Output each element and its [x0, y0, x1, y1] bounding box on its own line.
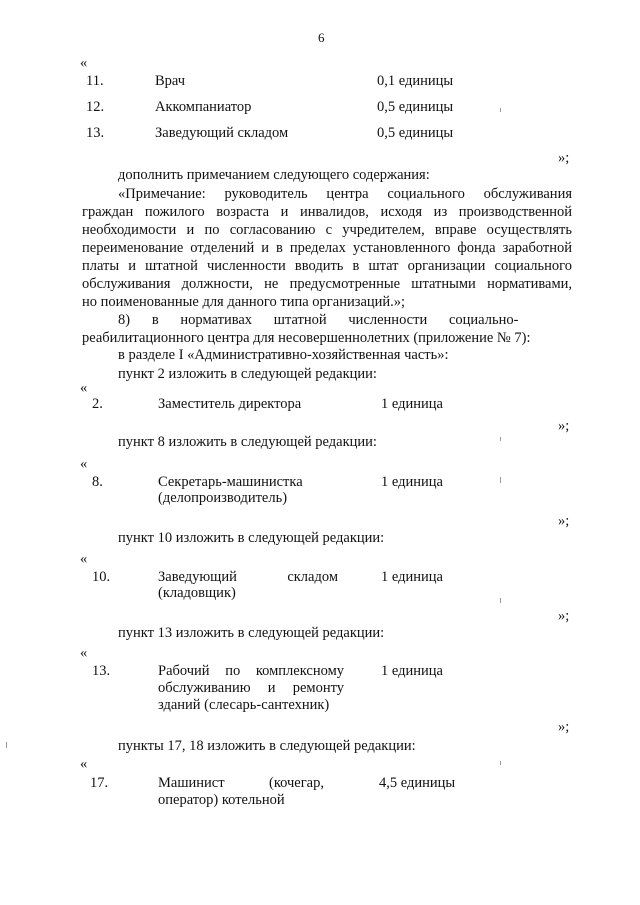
close-quote: »; [558, 418, 570, 434]
open-quote: « [80, 551, 88, 567]
note-line: «Примечание: руководитель центра социального обслуживания [118, 186, 572, 202]
block-num: 8. [92, 474, 103, 490]
table-row-num: 12. [86, 99, 105, 115]
note-line: необходимости и по согласованию с учредителем, вправе осуществлять [82, 222, 572, 238]
item-8-paragraph [82, 311, 572, 347]
table-row-value: 0,5 единицы [377, 99, 454, 115]
open-quote: « [80, 380, 88, 396]
block-num: 2. [92, 396, 103, 412]
block-name-line: Заведующий складом [158, 569, 338, 585]
open-quote: « [80, 456, 88, 472]
scan-speck [500, 108, 501, 112]
table-row-name: Врач [155, 73, 186, 89]
block-intro: пункт 13 изложить в следующей редакции: [118, 625, 385, 641]
block-name-line: зданий (слесарь-сантехник) [158, 697, 330, 713]
scan-speck [500, 437, 501, 441]
block-intro: пункты 17, 18 изложить в следующей редакции: [118, 738, 416, 754]
section-intro: в разделе I «Административно-хозяйственная часть»: [118, 347, 449, 363]
block-value: 4,5 единицы [379, 775, 456, 791]
block-name-line: (кладовщик) [158, 585, 236, 601]
block-name-line: Рабочий по комплексному [158, 663, 344, 679]
scan-speck [500, 477, 501, 483]
block-value: 1 единица [381, 663, 443, 679]
block-num: 13. [92, 663, 111, 679]
block-intro: пункт 10 изложить в следующей редакции: [118, 530, 385, 546]
addition-intro: дополнить примечанием следующего содержания: [118, 167, 430, 183]
item-8-line: реабилитационного центра для несовершеннолетних (приложение № 7): [82, 330, 531, 346]
note-line: платы и штатной численности вводить в штат организации социального [82, 258, 572, 274]
note-line: но поименованные для данного типа организаций.»; [82, 294, 406, 310]
block-name-line: (делопроизводитель) [158, 490, 288, 506]
block-value: 1 единица [381, 569, 443, 585]
table-row-num: 11. [86, 73, 104, 89]
note-line: переименование отделений и в пределах установленного фонда заработной [82, 240, 572, 256]
note-paragraph [82, 185, 572, 311]
block-value: 1 единица [381, 396, 443, 412]
close-quote: »; [558, 150, 570, 166]
page-number: 6 [318, 30, 325, 45]
table-row-name: Заведующий складом [155, 125, 289, 141]
scan-speck [500, 598, 501, 603]
table-row-name: Аккомпаниатор [155, 99, 252, 115]
note-line: обслуживания должности, не предусмотренные штатными нормативами, [82, 276, 572, 292]
block-name-line: Машинист (кочегар, [158, 775, 324, 791]
block-value: 1 единица [381, 474, 443, 490]
open-quote: « [80, 55, 88, 71]
table-row-value: 0,5 единицы [377, 125, 454, 141]
block-num: 10. [92, 569, 111, 585]
item-8-line: 8) в нормативах штатной численности социально- [118, 312, 519, 328]
block-name-line: обслуживанию и ремонту [158, 680, 344, 696]
note-line: граждан пожилого возраста и инвалидов, исходя из производственной [82, 204, 572, 220]
close-quote: »; [558, 513, 570, 529]
close-quote: »; [558, 719, 570, 735]
block-intro: пункт 8 изложить в следующей редакции: [118, 434, 377, 450]
block-intro: пункт 2 изложить в следующей редакции: [118, 366, 377, 382]
close-quote: »; [558, 608, 570, 624]
block-num: 17. [90, 775, 109, 791]
block-name-line: Заместитель директора [158, 396, 302, 412]
block-name-line: оператор) котельной [158, 792, 285, 808]
table-row-num: 13. [86, 125, 105, 141]
open-quote: « [80, 645, 88, 661]
scan-speck [6, 742, 7, 748]
table-row-value: 0,1 единицы [377, 73, 454, 89]
open-quote: « [80, 756, 88, 772]
scan-speck [500, 761, 501, 765]
block-name-line: Секретарь-машинистка [158, 474, 303, 490]
